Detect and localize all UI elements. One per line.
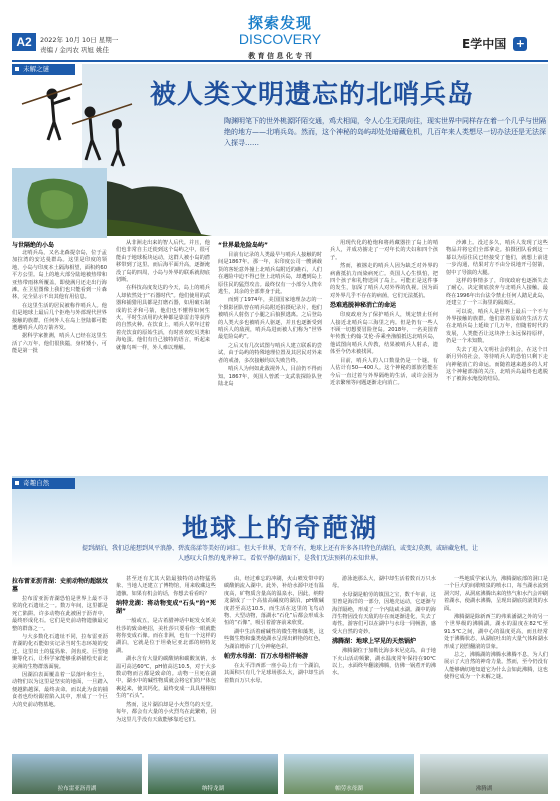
photo-caption: 帕劳水母湖 (335, 786, 363, 792)
column-title-cn: 探索发现 (247, 14, 312, 32)
subheading: 沸腾湖：地球上罕见的天然锅炉 (332, 638, 417, 646)
column-subtitle: 教 育 信 息 化 专 刊 (248, 52, 312, 60)
subheading: 纳特龙湖：将动物变成“石头”的“死湖” (116, 600, 216, 616)
subheading: 恐难逃脱神秘消亡的命运 (330, 302, 397, 310)
paragraph: 湖水含有大量的碳酸钠和碳酸氢钠，水温可高达60℃，pH值高达10.5，对于大多数动物而言都是致命的。动物一旦死在湖中，湖水中的碱性物质就会将它们的尸体包裹起来，使其钙化，最终变成一具具栩栩如生的“石头”。 (116, 656, 216, 700)
paragraph: 然而，这片湖泊却是小火烈鸟的天堂。每年，都会有大量的小火烈鸟在此繁殖，因为这里几乎没有天敌能够靠近它们。 (116, 701, 216, 723)
subheading: 帕劳水母湖：百万水母相伴畅游 (224, 653, 309, 661)
paragraph: 一些地质学家认为，沸腾湖底部的洞口是一个巨大的间歇喷泉的喷水口，每当湖水流到洞穴时，从洞底沸腾出来的热气和水汽会冲刷着湖水，使湖水沸腾，呈现出湖底的滚烫的水面。 (444, 576, 548, 612)
section2-lead: 提到湖泊，我们总能想到风平浪静、碧波荡漾等美好的词汇。但大千世界，无奇不有，地球上还有许多各具特色的湖泊，或变幻莫测，或暗藏危机，让人感叹大自然的鬼斧神工。看似平静的湖面下，是我们无法预料的未知世界。 (81, 545, 478, 562)
paragraph: 在太平洋西部一座小岛上有一个湖泊，其面积只有几个足球场那么大，湖中却生活着数百万只水母。 (224, 663, 324, 684)
paragraph: 而到了1974年，美国国家地理杂志的一个摄影团队曾在哨兵岛附近拍摄纪录片，他们被哨兵人射伤了小腿之后狼狈逃离。之后登岛的人类大多也被哨兵人驱逐，并且也逐渐受到哨兵人的敌视，哨兵岛进而被人们称为“世界最危险岛屿”。 (218, 297, 322, 341)
paragraph: 沸腾湖是除新西兰的弗莱潘湖之外的另一个世界级的沸腾湖。湖水的温度在82℃至91.5℃之间，湖中心的温度更高，而且经常处于沸腾状态，从湖底吐出的大量气体和湖水形成了剧烈翻滚的景象。 (444, 614, 548, 650)
photo-strip (12, 754, 548, 794)
paragraph: 用现代化的枪炮和将药藏器挂了岛上的哨兵人，并成功掳走了一对年长的夫妇和四个孩子。 (330, 240, 438, 261)
photo-caption: 沸腾湖 (475, 786, 493, 792)
paragraph: 沙滩上。没过多久，哨兵人发现了这些物品并将它们全部拿走。拍摄团队看到这一幕以为原住民已经接受了他们，就想上前进一步沟通，结果对方不由分说地开弓射箭，射中了导演的大腿。 (446, 240, 548, 276)
s2-column-3 (224, 576, 324, 686)
s2-column-5 (444, 576, 548, 683)
s1-column-2 (116, 240, 210, 353)
subheading: “世界最危险岛屿” (218, 242, 268, 249)
paragraph: 游泳池那么大，湖中却生活着数百万只水母。 (332, 576, 436, 590)
paragraph: 这样的事情多了，印度政府也逐渐失去了耐心，决定彻底放弃与北哨兵人接触。最终在1996年出台法令禁止任何人踏足此岛，还建立了一个三海里的隔离区。 (446, 278, 548, 307)
header-rule (12, 60, 548, 62)
s2-column-2 (116, 576, 216, 725)
s1-column-5 (446, 240, 548, 385)
photo-tar-lake (12, 754, 142, 794)
paragraph: 由，经过难忘的冲刷，火山喷发带中的碳酸钠流入湖中。此外，补给水源中还有温度高，矿物质含量高的温泉水，因此，纳特龙湖成了一个高盐高碱度的湖泊，pH酸碱度甚至高达10.5，而生活在这里的飞鸟动物、大型动物，落湖水“石化”后都会形成永恒的“石像”，吸引着游客前来欣赏。 (224, 576, 324, 627)
page-code: A2 (16, 35, 32, 49)
paragraph: 可以说，哨兵人是世界上最后一个不与外界接触的族群。他们靠着原始的生活方式在北哨兵岛上延续了几万年，但随着时代的发展，人类能否让这块净土永远保持原样，仍是一个未知数。 (446, 308, 548, 345)
tag-square-icon (15, 481, 19, 485)
paragraph: 拉布雷亚沥青湖恐怕是世界上最不寻常的化石遗址之一。数万年间，这里都是死亡陷阱。许多动物在此被困于沥青中，最终形成化石。它们是史前动物遗骸最完整的群落之一。 (12, 596, 108, 632)
editor-line: 责编 / 金丙农 巩旭 姚佳 (40, 46, 109, 54)
s1-column-1 (12, 250, 107, 357)
paragraph: 印度政府为了保护哨兵人，规定禁止任何人接近北哨兵岛三海里之内。但是仍有一些人不顾一切想要冒险登岛。2018年，一名美国青年传教士约翰·艾伦·乔乘坐渔船抵达北哨兵岛，他试图向哨兵人传教，结果被哨兵人射杀，遗体至今仍未被找回。 (330, 312, 438, 356)
paragraph: 目前有记录的人类最早与哨兵人接触的时间是1867年。那一年，东印度公司一艘满载货的客轮意外撞上北哨兵岛附近的礁石，人们在遇险中迫不得已登上北哨兵岛，却遭到岛上原住民的猛烈攻击。最终仅有一小部分人侥幸逃生，其余的全部葬身于此。 (218, 252, 322, 296)
section2-tag-label: 奇趣自然 (23, 479, 50, 487)
section2-title: 地球上的奇葩湖 (181, 514, 378, 544)
s1-column-4 (330, 240, 438, 388)
brand-logo (462, 33, 527, 49)
paragraph: 水母湖是帕劳的镇国之宝，数千年前，这里曾是海洋的一部分，因地壳运动，它逐渐与海洋隔绝，形成了一个内陆咸水湖。湖中的海洋生物因没有天敌的存在而逐渐进化，失去了毒性。游客们可以在湖中与水母一同畅游，感受大自然的奇妙。 (332, 591, 436, 635)
map-caption: 与世隔绝的小岛 (12, 242, 55, 249)
paragraph: 在科技高度发达的今天，岛上的哨兵人却依然处于“石器时代”。他们使用的武器和捕猎用具都是打磨石器，如用破石制成的长矛和弓箭，他们也不懂得如何生火，平时生活用的火种都是靠雷击等获得的自然火种。在饮食上，哨兵人常年过着着壳饮食的原始生活，有时喜欢吃贝类和海龟蛋。他们有自己独特的语言，听起来就像鸟叫一样，外人难以理解。 (116, 285, 210, 351)
s1-column-3 (218, 240, 322, 389)
subheading: 拉布雷亚沥青湖：史前动物的超级坟墓 (12, 578, 109, 593)
island-map (12, 168, 107, 238)
photo-caption: 纳特龙湖 (201, 786, 224, 792)
paragraph: 据科学家推测，哨兵人已经在这里生活了六万年，他们很狭隘，身材矮小，可能是第一批 (12, 333, 107, 355)
paragraph: 失去了进入文明社会的机会，在这个日新月异的社会，等待哨兵人的恐怕只剩下走向神秘消亡的命运。而随着越来越多的人对这个神秘部落的关注，北哨兵岛最终也逃脱不了被海水淹没的结局。 (446, 346, 548, 383)
paragraph: 在这里生活的居民被称作哨兵人。他们是地球上最后几个拒绝与外部现代世界接触的族群。任何外人在岛上登陆都可能遭遇哨兵人的万箭齐发。 (12, 302, 107, 332)
s2-column-1 (12, 576, 108, 710)
date-line: 2022年 10月 10日 星期一 (40, 36, 119, 44)
s2-column-4 (332, 576, 436, 679)
section1-lead: 陶渊明笔下的世外桃源阡陌交通，鸡犬相闻，令人心生无限向往，现实世界中同样存在着一个几乎与世隔绝的地方——北哨兵岛。然而，这个神秘的岛屿却处处暗藏危机，几百年来人类想尽一切办法还是无法深入探寻…… (224, 117, 546, 147)
paragraph: 甚至还有尤其大陆最独特的动物猛犸象、当地人还建立了博物馆，用来收藏这些遗骸。如果有机会的话，你想去看看吗？ (116, 576, 216, 597)
paragraph: 总之，沸腾湖的沸腾水沸腾不息，为人们展示了大自然的神奇力量。然而，至今仍没有人能够确切地知道它为什么会如此沸腾，这也使得它成为一个未解之谜。 (444, 652, 548, 681)
paragraph: 一般或五，是古希腊神话中蛇发女妖美杜莎的致命绝招，美杜莎只要看你一眼就能将你变成石像。而在非洲，也有一个这样的湖泊，它就是位于坦桑尼亚北部的纳特龙湖。 (116, 618, 216, 654)
photo-jellyfish-lake (284, 754, 414, 794)
section1-tag-label: 未解之谜 (23, 65, 50, 73)
photo-natron-lake (148, 754, 278, 794)
paragraph: 从非洲走出来的智人后代。并且，他们也非常自主迁徙到这个岛屿之中，很可能由于地球板块运动，这群人被小岛的潜移带到了这里。而后海平面升高，逐渐淹没了岛的四周，小岛与外界的联系就彻底切断。 (116, 240, 210, 284)
paragraph: 北哨兵岛，又名北森提奈岛，位于孟加拉湾的安达曼群岛。这里是印度的领地，小岛与印度本土隔海相望，面积约60平方公里。岛上的地大部分陆地被热带和亚热带雨林所覆盖，即使满月还走出行海滩。在卫星图像上我们也只能看到一片森林，完全显示不出其他有用信息。 (12, 250, 107, 301)
photo-caption: 拉布雷亚沥青湖 (57, 786, 97, 792)
paragraph: 哨兵人为何如此敌视外人，目前仍不得而知。1867年，英国人曾派一支武装探险队登陆北岛 (218, 366, 322, 387)
paragraph: 因湖泊表面覆盖着一层落叶和尘土，动物们以为这里是坚实的地面，一旦踏入便越陷越深，最终丧命。而以此为食的捕食者也纷纷跟着陷入其中，形成了一个巨大的史前动物墓地。 (12, 672, 108, 708)
brand-name: E学中国 (462, 37, 507, 51)
paragraph: 目前，哨兵人的人口数量仍是一个谜。有人估计有50—400人。这个神秘的部族若能在今后一直过着与外界隔绝的生活，或许会因为近亲繁殖等问题逐渐走向消亡。 (330, 357, 438, 386)
photo-boiling-lake (420, 754, 548, 794)
paragraph: 然而，被掳走的哨兵人因为缺乏对外界的病菌抵抗力而染病死亡。英国人心生惧怕，把四个孩子和礼物送回了岛上。可能正是这件事的发生，加深了哨兵人对外界的仇视。因为面对外界几乎不存在的病菌，它们无法抵抗。 (330, 263, 438, 299)
paragraph: 之后又有几次试图与哨兵人建立联系的尝试，由于岛屿的特殊地理位置及其居民对外来者的戒备，多次接触均以失败告终。 (218, 342, 322, 364)
section1-title: 被人类文明遗忘的北哨兵岛 (150, 80, 475, 110)
brand-plus-icon: + (513, 37, 527, 51)
section2-tag (12, 478, 75, 489)
paragraph: 与大多数化石遗址不同，拉布雷亚沥青湖的化石能如实记录当时生态环境的变迁。这里出土的猛犸象、剑齿虎、巨型地懒等化石，让科学家能够重新描绘史前北美洲的生物群落面貌。 (12, 634, 108, 670)
column-title-en: DISCOVERY (238, 31, 322, 47)
paragraph: 沸腾湖位于加勒比海多米尼克岛，由于地下火山活动频繁，湖水温度常年保持在90℃以上，水面终年翻滚沸腾，仿佛一锅煮开的沸水。 (332, 648, 436, 677)
paragraph: 湖中生活着耐碱性的微生物和藻类，这些微生物和藻类使湖水呈现出鲜艳的红色，为湖泊增添了几分神秘色彩。 (224, 628, 324, 650)
